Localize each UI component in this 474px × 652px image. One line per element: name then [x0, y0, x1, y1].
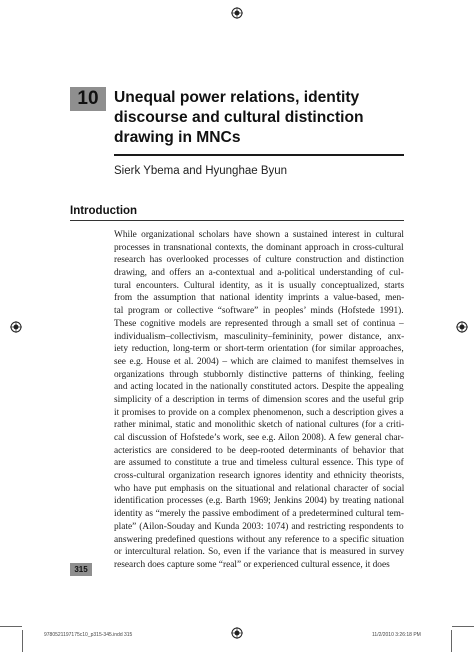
body-line: are assumed to constitute a true and timeless cultural essence. This type of: [114, 458, 404, 469]
crop-mark: [451, 630, 452, 652]
print-slug-file: 9780521197175c10_p315-345.indd 315: [44, 632, 133, 638]
body-line: cal discussion of Hofstede’s work, see e.g. Ailon 2008). A few general char-: [114, 433, 404, 443]
body-line: While organizational scholars have shown a sustained interest in cultural: [114, 230, 404, 240]
body-line: research has overlooked processes of culture construction and distinction: [114, 255, 404, 266]
chapter-authors: Sierk Ybema and Hyunghae Byun: [114, 165, 288, 177]
body-line: research does capture some “real” or experienced cultural essence, it does: [114, 559, 390, 570]
crop-mark: [452, 626, 474, 627]
body-line: individualism–collectivism, masculinity–femininity, power distance, anx-: [114, 331, 404, 342]
body-line: acteristics are considered to be deep-rooted determinants of behavior that: [114, 445, 404, 456]
body-line: cross-cultural organization research ignores identity and ethnicity theorists,: [114, 471, 404, 482]
body-line: it promises to provide on a complex phenomenon, such a description gives a: [114, 407, 404, 418]
body-line: simplicity of a description in terms of dimension scores and the useful grip: [114, 394, 404, 405]
body-line: organizations through stubbornly distinctive patterns of thinking, feeling: [114, 369, 404, 380]
body-line: and acting located in the nationally constituted actors. Despite the appealing: [114, 382, 404, 393]
section-heading: Introduction: [70, 205, 138, 217]
registration-mark-bottom: [231, 627, 243, 639]
crop-mark: [22, 630, 23, 652]
registration-mark-top: [231, 7, 243, 19]
body-line: from the assumption that national identity imprints a value-based, men-: [114, 293, 404, 304]
title-rule: [114, 154, 404, 156]
registration-mark-right: [456, 321, 468, 333]
section-rule: [70, 220, 404, 221]
print-slug-timestamp: 11/2/2010 3:26:18 PM: [372, 632, 421, 638]
body-line: iety reduction, long-term or short-term orientation (for similar approaches,: [114, 344, 404, 355]
body-line: answering predefined questions without any reference to a specific situation: [114, 534, 404, 545]
body-line: identification processes (e.g. Barth 1969; Jenkins 2004) by treating national: [114, 496, 404, 507]
body-line: rather minimal, static and monolithic sketch of national cultures (for a criti-: [114, 420, 404, 431]
body-line: or intercultural relation. So, even if the variance that is measured in survey: [114, 547, 404, 558]
body-line: tal program or collective “software” in peoples’ minds (Hofstede 1991).: [114, 306, 404, 317]
crop-mark: [0, 626, 22, 627]
body-line: tural encounters. Cultural identity, as it is usually conceptualized, starts: [114, 280, 404, 291]
body-line: plate” (Ailon-Souday and Kunda 2003: 1074) and restricting respondents to: [114, 521, 404, 532]
body-line: who have put emphasis on the situational and relational character of social: [114, 483, 404, 494]
body-line: drawing, and offers an a-contextual and a-political understanding of cul-: [114, 268, 404, 279]
page-number: 315: [70, 563, 92, 576]
registration-mark-left: [10, 321, 22, 333]
body-line: see e.g. House et al. 2004) – which are claimed to manifest themselves in: [114, 356, 404, 367]
chapter-number: 10: [70, 87, 106, 111]
chapter-title: Unequal power relations, identity discourse and cultural distinction drawing in MNCs: [114, 89, 364, 146]
body-line: These cognitive models are represented through a small set of continua –: [114, 318, 404, 329]
body-line: processes in transnational contexts, the dominant approach in cross-cultural: [114, 242, 404, 253]
body-paragraph: [114, 229, 404, 572]
body-line: identity as “merely the passive embodiment of a predetermined cultural tem-: [114, 509, 404, 520]
